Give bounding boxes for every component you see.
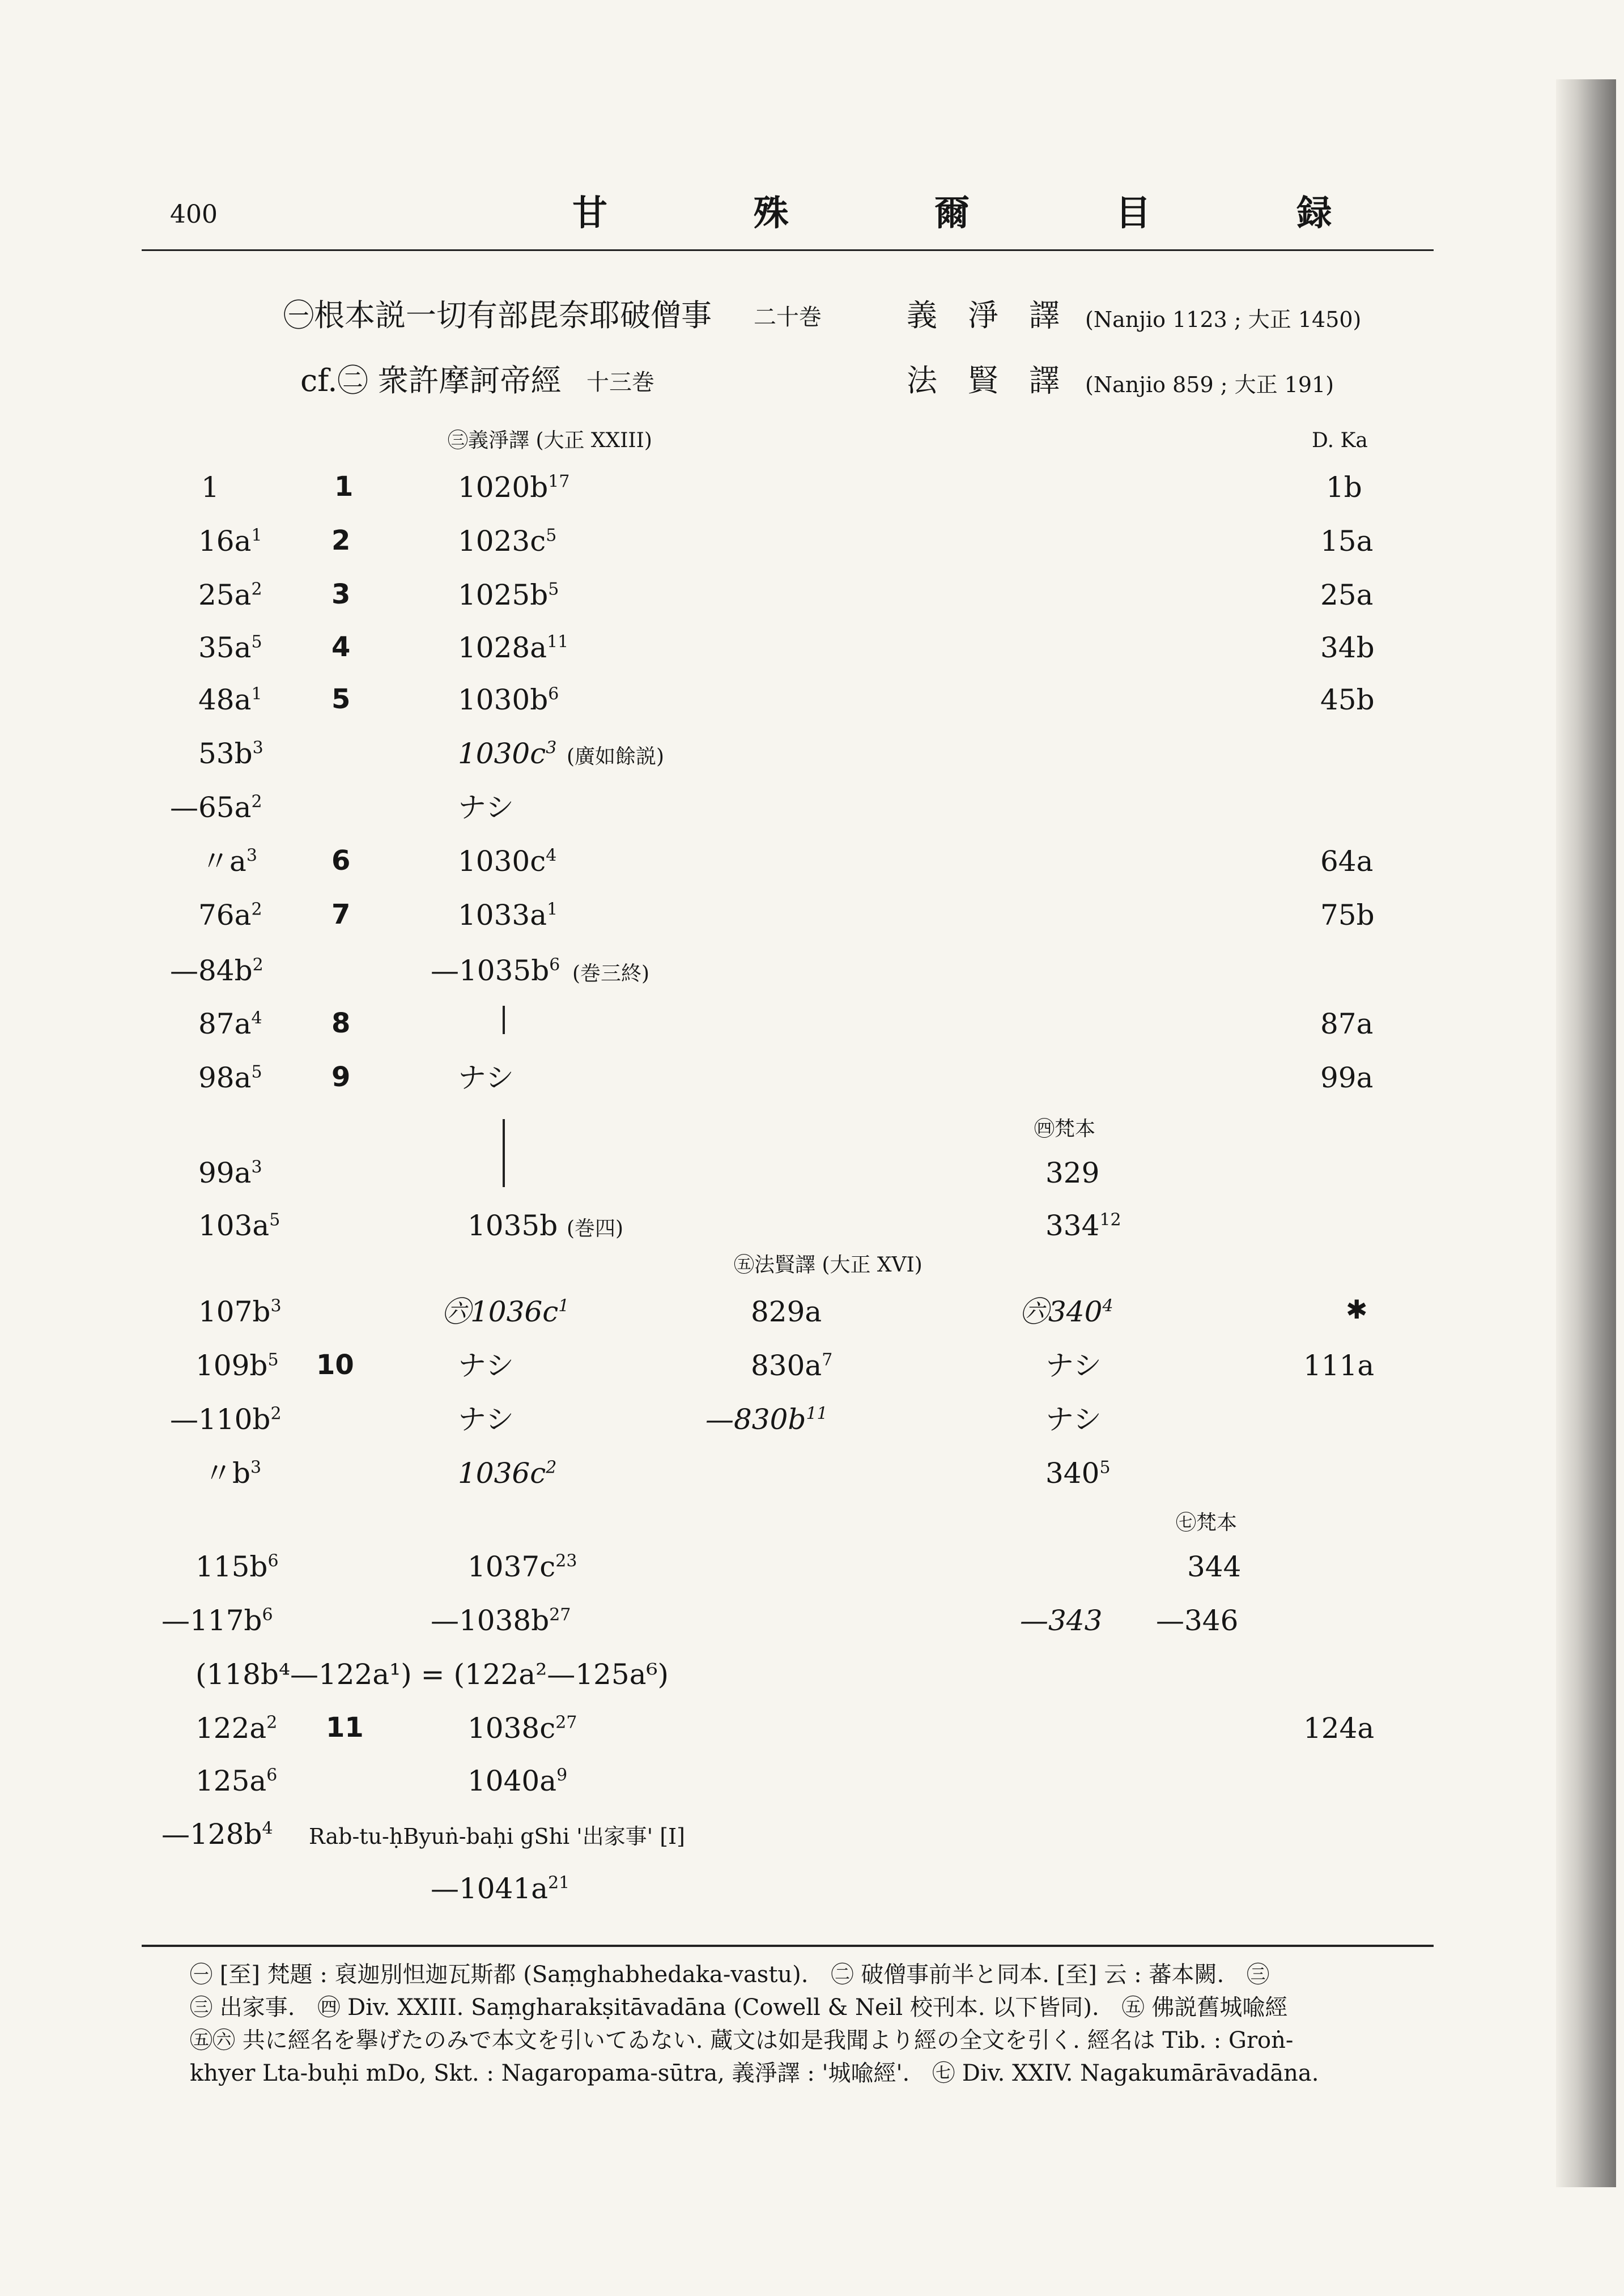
table-cell: 10 [316,1349,354,1381]
table-cell: $109b^5$ [195,1349,279,1382]
table-cell: 〃$a^3$ [201,845,257,878]
table-cell: (118b⁴—122a¹) = (122a²—125a⁶) [195,1658,669,1691]
table-cell: ナシ [458,1403,514,1436]
heading-ref-2: (Nanjio 859 ; 大正 191) [1085,372,1334,397]
table-cell: $1030b^6$ [458,683,559,716]
table-cell: $—1035b^6$ [431,954,560,987]
header-rule [142,249,1434,251]
table-cell: 〃$b^3$ [204,1457,262,1490]
table-cell: ナシ [458,1061,514,1094]
table-cell: $76a^2$ [198,899,262,932]
table-cell: 7 [331,899,351,930]
table-cell: $㊅1036c^1$ [442,1295,569,1328]
table-cell: $334^{12}$ [1045,1209,1121,1242]
table-cell: $99a^3$ [198,1156,262,1189]
table-cell: $1040a^9$ [467,1764,568,1797]
table-cell: $340^5$ [1045,1457,1111,1490]
footnote-line: khyer Lta-buḥi mDo, Skt. : Nagaropama-sūtra, 義淨譯 : '城喩經'. ㊆ Div. XXIV. Nagakumārāvadāna. [190,2060,1319,2086]
table-cell: $1038c^{27}$ [467,1712,577,1745]
heading-volumes-1: 二十巻 [754,304,822,330]
table-cell: $—1041a^{21}$ [431,1872,570,1905]
table-note: (巻三終) [572,962,650,985]
table-cell: $48a^1$ [198,683,262,716]
table-cell: $53b^3$ [198,737,263,770]
table-cell: $㊅340^4$ [1020,1295,1113,1328]
table-cell: $125a^6$ [195,1764,278,1797]
table-cell: 124a [1303,1712,1375,1745]
table-cell: ナシ [1045,1403,1102,1436]
table-note: (巻四) [567,1217,624,1240]
heading-ref-1: (Nanjio 1123 ; 大正 1450) [1085,307,1362,332]
table-cell: $87a^4$ [198,1007,262,1040]
footnote-rule [142,1945,1434,1947]
table-cell: ナシ [1045,1349,1102,1382]
continuation-bar [503,1006,505,1034]
column-header-fanben-2: ㊆梵本 [1176,1511,1238,1534]
table-cell: 6 [331,845,351,877]
table-cell: $1030c^3$ [458,737,557,770]
table-cell: $1023c^5$ [458,525,557,558]
column-header-fanben-1: ㊃梵本 [1034,1117,1096,1141]
table-cell: 75b [1320,899,1375,932]
table-cell: $—830b^{11}$ [705,1403,828,1436]
table-cell: 1b [1326,471,1362,504]
page-edge-shadow [1556,79,1616,2187]
table-cell: 9 [331,1061,351,1093]
table-cell: ナシ [458,1349,514,1382]
table-cell-tibetan-title: Rab-tu-ḥByuṅ-baḥi gShi '出家事' [I] [309,1824,685,1849]
table-cell: $1037c^{23}$ [467,1550,577,1583]
table-cell: $—128b^4$ [161,1818,273,1851]
table-cell: 15a [1320,525,1374,558]
table-cell: $25a^2$ [198,579,262,611]
table-cell: $830a^7$ [751,1349,833,1382]
table-cell: 344 [1187,1550,1242,1583]
footnote-line: ㊀ [至] 梵題 : 裒迦別怛迦瓦斯都 (Saṃghabhedaka-vastu). ㊁ 破僧事前半と同本. [至] 云 : 蕃本闕. ㊂ [190,1962,1270,1988]
table-cell: $115b^6$ [195,1550,279,1583]
table-cell: ナシ [458,791,514,824]
ink-mark: ✱ [1346,1294,1368,1325]
table-cell: 3 [331,579,351,610]
table-cell: —346 [1156,1604,1239,1637]
page-number: 400 [170,200,218,229]
table-cell: 1 [334,471,354,503]
table-cell: 4 [331,631,351,663]
table-cell: 34b [1320,631,1375,664]
table-cell: $1036c^2$ [458,1457,557,1490]
continuation-bar [503,1119,505,1187]
table-cell: 111a [1303,1349,1375,1382]
table-cell: $35a^5$ [198,631,262,664]
table-cell: $—84b^2$ [170,954,263,987]
heading-translator-1: 義 淨 譯 [907,297,1060,333]
table-cell: 64a [1320,845,1374,878]
table-cell: 45b [1320,683,1375,716]
table-cell: $1020b^{17}$ [458,471,570,504]
table-cell: 829a [751,1295,822,1328]
column-header-dka: D. Ka [1312,429,1368,452]
heading-work-2: cf.㊁ 衆許摩訶帝經 [300,363,562,398]
table-cell: 25a [1320,579,1374,611]
heading-translator-2: 法 賢 譯 [907,363,1060,398]
table-cell: $—1038b^{27}$ [431,1604,571,1637]
table-cell: 87a [1320,1007,1374,1040]
table-cell: $—65a^2$ [170,791,262,824]
table-cell: 5 [331,683,351,715]
table-cell: 8 [331,1007,351,1039]
table-cell: $98a^5$ [198,1061,262,1094]
table-cell: $—110b^2$ [170,1403,282,1436]
table-cell: $—117b^6$ [161,1604,273,1637]
table-cell: 99a [1320,1061,1374,1094]
table-cell: —343 [1020,1604,1103,1637]
table-note: (廣如餘説) [567,745,665,768]
table-cell: 11 [326,1712,364,1744]
table-cell: $1033a^1$ [458,899,558,932]
table-cell: 2 [331,525,351,556]
table-cell: $1030c^4$ [458,845,557,878]
heading-volumes-2: 十三巻 [586,369,654,396]
table-cell: $1025b^5$ [458,579,559,611]
heading-work-1: ㊀根本説一切有部毘奈耶破僧事 [283,297,712,333]
table-cell: $1028a^{11}$ [458,631,569,664]
table-cell: $107b^3$ [198,1295,282,1328]
column-header-faxian: ㊄法賢譯 (大正 XVI) [734,1253,922,1277]
footnote-line: ㊂ 出家事. ㊃ Div. XXIII. Saṃgharakṣitāvadāna (Cowell & Neil 校刊本. 以下皆同). ㊄ 佛説舊城喩經 [190,1995,1288,2021]
table-cell: 1 [201,471,219,504]
table-cell: $122a^2$ [195,1712,278,1745]
table-cell: 329 [1045,1156,1100,1189]
table-cell: 1035b [467,1209,558,1242]
column-header-yijing: ㊂義淨譯 (大正 XXIII) [448,429,652,452]
footnote-line: ㊄㊅ 共に經名を擧げたのみで本文を引いてゐない. 蔵文は如是我聞より經の全文を引く. 經名は Tib. : Groṅ- [190,2027,1294,2053]
table-cell: $16a^1$ [198,525,262,558]
table-cell: $103a^5$ [198,1209,280,1242]
running-title: 甘 殊 爾 目 録 [572,192,1399,233]
